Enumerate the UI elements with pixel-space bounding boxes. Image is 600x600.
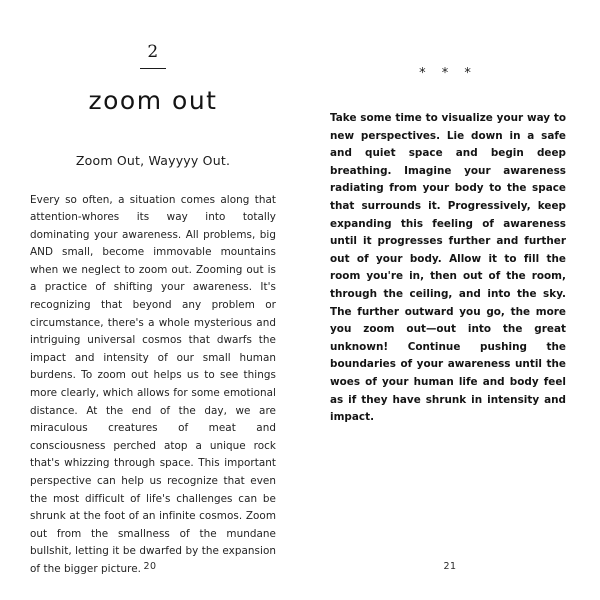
chapter-heading [30,44,276,115]
left-page [0,28,300,600]
right-page [300,28,600,600]
right-body-text [330,110,566,427]
section-subtitle: Zoom Out, Wayyyy Out. [75,152,231,168]
right-body-paragraph: Take some time to visualize your way to new perspectives. Lie down in a safe and quiet space and begin deep breathing. Imagine your awareness radiating from your body to the space that surrounds it. Progressively, keep expanding this feeling of awareness until it progresses further and further out of your body. Allow it to fill the room you're in, then out of the room, through the ceiling, and into the sky. The further outward you go, the more you zoom out—out into the great unknown! Continue pushing the boundaries of your awareness until the woes of your human life and body feel as if they have shrunk in intensity and impact. [330,112,566,424]
chapter-title: zoom out [88,86,218,115]
asterisk-divider-icon: * * * [419,66,477,81]
chapter-number: 2 [147,42,159,62]
page-number-left: 20 [143,561,157,572]
page-number-right: 21 [443,561,457,572]
chapter-rule-divider [140,68,166,69]
left-body-paragraph: Every so often, a situation comes along that attention-whores its way into totally dominating your awareness. All problems, big AND small, become immovable mountains when we neglect to zoom out. Zooming out is a practice of shifting your awareness. It's recognizing that beyond any problem or circumstance, there's a whole mysterious and intriguing universal cosmos that dwarfs the impact and intensity of our small human burdens. To zoom out helps us to see things more clearly, which allows for some emotional distance. At the end of the day, we are miraculous creatures of meat and consciousness perched atop a unique rock that's whizzing through space. This important perspective can help us recognize that even the most difficult of life's challenges can be shrunk at the foot of an infinite cosmos. Zoom out from the smallness of the mundane bullshit, letting it be dwarfed by the expansion of the bigger picture. [30,193,276,575]
left-body-text [30,192,276,579]
